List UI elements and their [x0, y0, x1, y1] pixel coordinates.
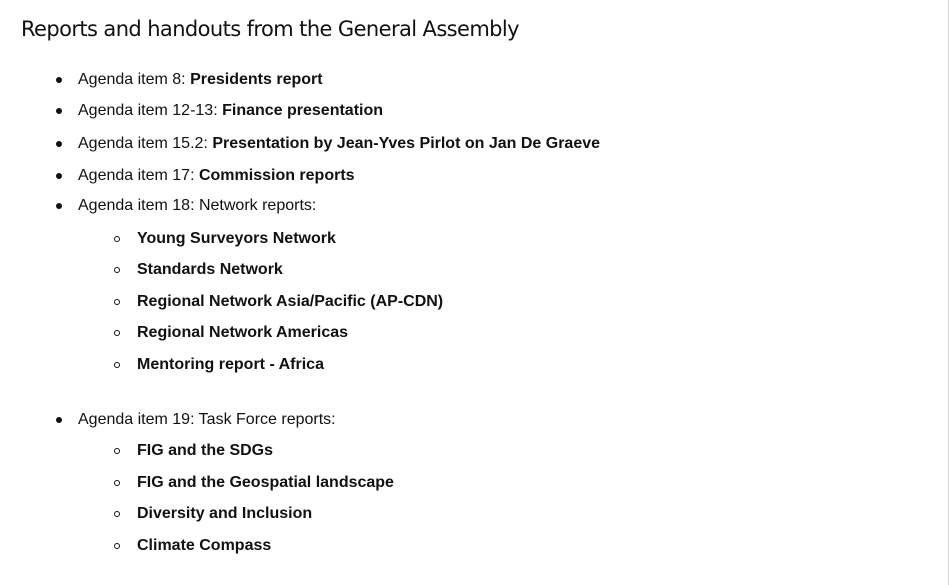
sublist-item: [137, 536, 271, 556]
presidents-report-link[interactable]: Presidents report: [190, 71, 323, 88]
list-item: [78, 410, 336, 430]
bullet-disc-icon: [56, 141, 62, 147]
regional-network-americas-link[interactable]: Regional Network Americas: [137, 324, 349, 341]
bullet-circle-icon: [114, 267, 120, 273]
sublist-item: [137, 260, 283, 280]
bullet-disc-icon: [56, 417, 62, 423]
sublist-item: [137, 504, 312, 524]
agenda-item-label: Agenda item 8:: [78, 71, 191, 88]
sublist-item: [137, 473, 394, 493]
bullet-circle-icon: [114, 448, 120, 454]
climate-compass-link[interactable]: Climate Compass: [137, 537, 272, 554]
pirlot-presentation-link[interactable]: Presentation by Jean-Yves Pirlot on Jan De Graeve: [212, 135, 601, 152]
agenda-item-label: Agenda item 18: Network reports:: [78, 197, 317, 214]
sublist-item: [137, 355, 324, 375]
young-surveyors-network-link[interactable]: Young Surveyors Network: [137, 230, 336, 247]
bullet-disc-icon: [56, 203, 62, 209]
mentoring-report-africa-link[interactable]: Mentoring report - Africa: [137, 356, 324, 373]
bullet-circle-icon: [114, 480, 120, 486]
agenda-item-label: Agenda item 17:: [78, 167, 199, 184]
list-item: [78, 101, 383, 121]
sublist-item: [137, 323, 348, 343]
list-item: [78, 166, 355, 186]
sublist-item: [137, 292, 443, 312]
list-item: [78, 70, 323, 90]
agenda-item-label: Agenda item 19: Task Force reports:: [78, 411, 336, 428]
list-item: [78, 196, 316, 216]
bullet-disc-icon: [56, 77, 62, 83]
bullet-circle-icon: [114, 236, 120, 242]
bullet-disc-icon: [56, 173, 62, 179]
bullet-circle-icon: [114, 299, 120, 305]
fig-geospatial-landscape-link[interactable]: FIG and the Geospatial landscape: [137, 474, 394, 491]
bullet-circle-icon: [114, 330, 120, 336]
bullet-disc-icon: [56, 108, 62, 114]
bullet-circle-icon: [114, 543, 120, 549]
fig-sdgs-link[interactable]: FIG and the SDGs: [137, 442, 274, 459]
agenda-item-label: Agenda item 12-13:: [78, 102, 223, 119]
regional-network-asia-pacific-link[interactable]: Regional Network Asia/Pacific (AP-CDN): [137, 293, 444, 310]
standards-network-link[interactable]: Standards Network: [137, 261, 283, 278]
commission-reports-link[interactable]: Commission reports: [198, 167, 355, 184]
diversity-inclusion-link[interactable]: Diversity and Inclusion: [137, 505, 313, 522]
finance-presentation-link[interactable]: Finance presentation: [222, 102, 384, 119]
agenda-item-label: Agenda item 15.2:: [78, 135, 213, 152]
bullet-circle-icon: [114, 362, 120, 368]
list-item: [78, 134, 600, 154]
page-title: Reports and handouts from the General Assembly: [21, 17, 519, 41]
sublist-item: [137, 229, 336, 249]
bullet-circle-icon: [114, 511, 120, 517]
sublist-item: [137, 441, 273, 461]
